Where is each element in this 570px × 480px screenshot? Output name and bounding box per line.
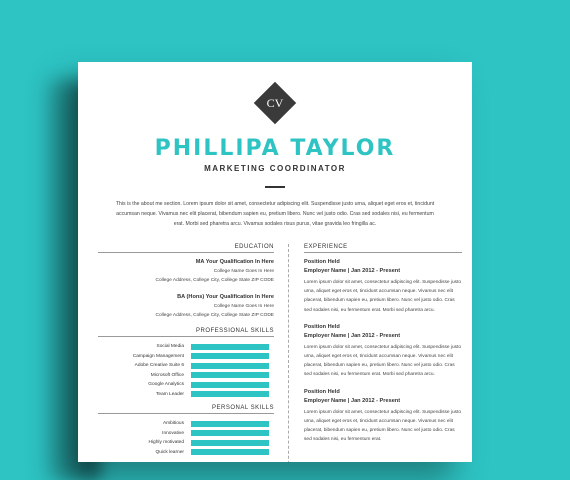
professional-skill-label: Social Media [156,344,184,350]
position-held: Position Held [304,388,340,395]
professional-skills-title: PROFESSIONAL SKILLS [98,328,274,337]
experience-list [304,258,462,444]
professional-skill-label: Google Analytics [148,382,184,388]
professional-skill-bar-fill [191,391,269,397]
job-title: MARKETING COORDINATOR [204,164,346,173]
qualification: BA (Hons) Your Qualification In Here [177,294,274,300]
job-description: Lorem ipsum dolor sit amet, consectetur adipiscing elit. Suspendisse justo urna, aliquet eget eros et, tincidunt accumsan neque. Vivamus nec elit placerat, bibendum sapien eu, pretium libero. Nunc vel justo odio. Cras sed sodales nisi, eu fermentum erat. [304,409,462,443]
title-underline [265,186,285,188]
college-name: College Name Goes In Here [213,304,274,309]
personal-skill-bar-track [191,449,269,455]
professional-skill-label: Team Leader [156,391,184,397]
education-entry [98,258,274,285]
education-list [98,258,274,320]
professional-skill-label: Microsoft Office [150,372,184,378]
right-column [304,244,462,452]
left-column [98,244,274,462]
education-entry [98,293,274,320]
personal-skill-row [98,438,274,448]
college-address: College Address, College City, College State ZIP CODE [155,278,274,283]
qualification: MA Your Qualification In Here [195,259,274,265]
professional-skill-row [98,352,274,362]
experience-entry [304,323,462,380]
employer-line: Employer Name | Jan 2012 - Present [304,332,401,339]
cv-badge-text: CV [266,96,284,110]
college-address: College Address, College City, College State ZIP CODE [155,313,274,318]
professional-skill-row [98,390,274,400]
professional-skill-bar-track [191,372,269,378]
professional-skill-row [98,371,274,381]
personal-skill-label: Innovative [162,430,184,436]
professional-skill-bar-fill [191,372,269,378]
professional-skill-bar-fill [191,363,269,369]
personal-skill-bar-track [191,421,269,427]
resume-page [78,62,472,462]
professional-skill-bar-track [191,391,269,397]
about-me: This is the about me section. Lorem ipsum dolor sit amet, consectetur adipiscing elit. Suspendisse justo urna, aliquet eget eros et, tincidunt accumsan neque. Vivamus nec elit placerat, bibendum sapien eu, pretium libero. Nunc vel justo odio. Cras sed sodales nisi, eu fermentum erat. Morbi sed pharetra arcu. Vivamus sodales risus purus, vitae gravida leo fringilla ac. [115,201,435,227]
personal-skill-row [98,419,274,429]
professional-skill-bar-track [191,382,269,388]
personal-skill-bar-fill [191,430,269,436]
personal-skills-list [98,419,274,457]
professional-skill-bar-fill [191,353,269,359]
personal-skill-label: Ambitious [162,421,184,427]
experience-entry [304,258,462,315]
column-divider [288,244,289,462]
professional-skill-row [98,342,274,352]
education-title: EDUCATION [98,244,274,253]
personal-skill-label: Quick learner [155,449,184,455]
job-description: Lorem ipsum dolor sit amet, consectetur adipiscing elit. Suspendisse justo urna, aliquet eget eros et, tincidunt accumsan neque. Vivamus nec elit placerat, bibendum sapien eu, pretium libero. Nunc vel justo odio. Cras sed sodales nisi, eu fermentum erat. Morbi sed pharetra arcu. [304,280,462,313]
professional-skill-bar-fill [191,344,269,350]
personal-skill-row [98,429,274,439]
personal-skill-bar-fill [191,440,269,446]
professional-skill-row [98,361,274,371]
professional-skill-bar-track [191,344,269,350]
professional-skill-bar-fill [191,382,269,388]
job-description: Lorem ipsum dolor sit amet, consectetur adipiscing elit. Suspendisse justo urna, aliquet eget eros et, tincidunt accumsan neque. Vivamus nec elit placerat, bibendum sapien eu, pretium libero. Nunc vel justo odio. Cras sed sodales nisi, eu fermentum erat. Morbi sed pharetra arcu. [304,344,462,378]
college-name: College Name Goes In Here [213,269,274,274]
professional-skill-bar-track [191,353,269,359]
experience-title: EXPERIENCE [304,244,462,253]
professional-skill-bar-track [191,363,269,369]
professional-skill-label: Campaign Management [132,353,184,359]
employer-line: Employer Name | Jan 2012 - Present [304,397,401,404]
professional-skills-list [98,342,274,399]
personal-skill-label: Highly motivated [148,440,184,446]
personal-skill-bar-fill [191,449,269,455]
personal-skill-bar-track [191,430,269,436]
personal-skill-bar-track [191,440,269,446]
personal-skill-bar-fill [191,421,269,427]
candidate-name: PHILLIPA TAYLOR [154,136,396,161]
professional-skill-row [98,380,274,390]
experience-entry [304,388,462,445]
employer-line: Employer Name | Jan 2012 - Present [304,268,401,274]
position-held: Position Held [304,259,340,265]
personal-skills-title: PERSONAL SKILLS [98,405,274,414]
position-held: Position Held [304,323,340,330]
professional-skill-label: Adobe Creative Suite 6 [134,363,184,369]
